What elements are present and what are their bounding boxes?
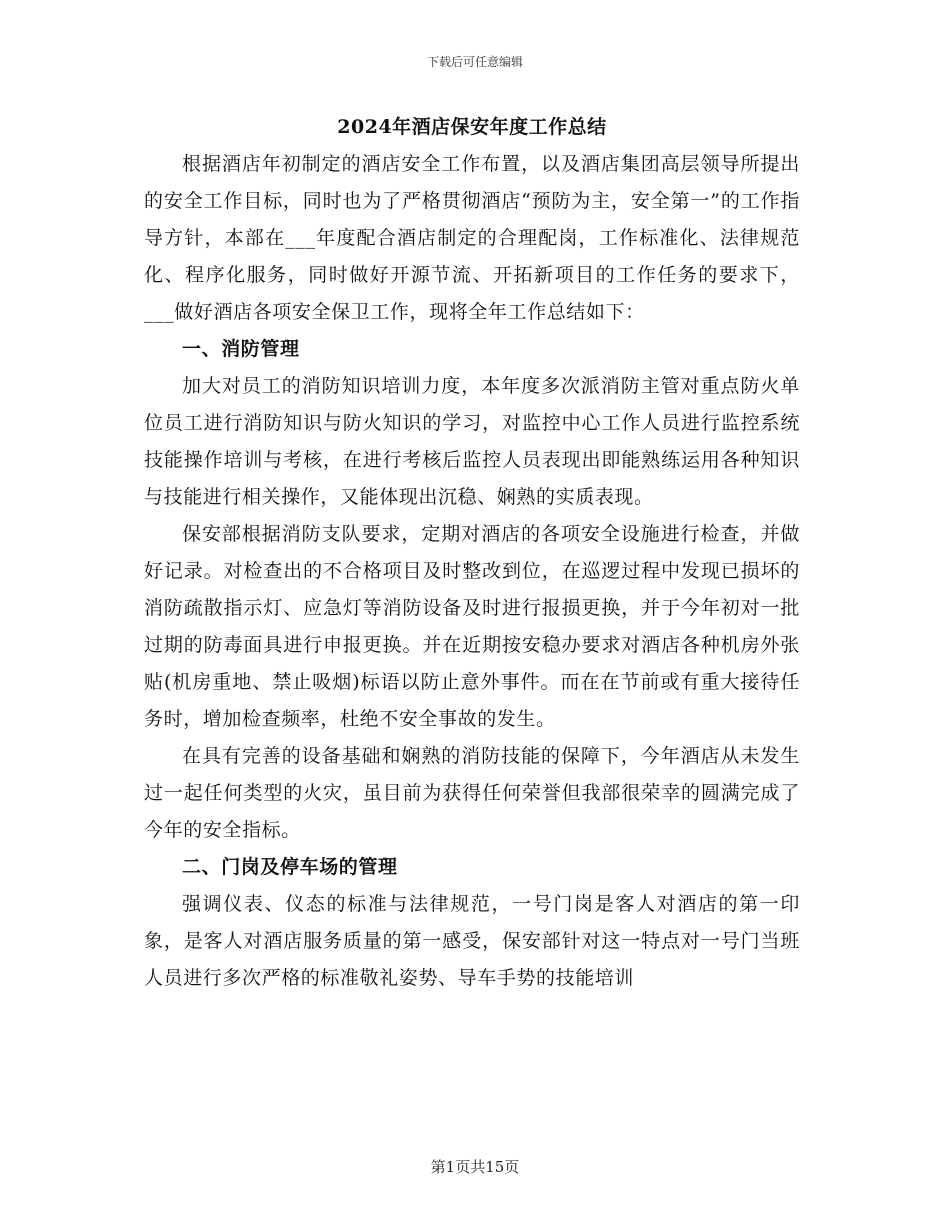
section-fire-management [144,331,800,849]
body-paragraph: 加大对员工的消防知识培训力度，本年度多次派消防主管对重点防火单位员工进行消防知识与防火知识的学习，对监控中心工作人员进行监控系统技能操作培训与考核，在进行考核后监控人员表现出即能熟练运用各种知识与技能进行相关操作，又能体现出沉稳、娴熟的实质表现。 [144,375,800,508]
body-paragraph: 强调仪表、仪态的标准与法律规范，一号门岗是客人对酒店的第一印象，是客人对酒店服务质量的第一感受，保安部针对这一特点对一号门当班人员进行多次严格的标准敬礼姿势、导车手势的技能培训 [144,893,800,989]
document-body [144,112,800,997]
section-heading: 二、门岗及停车场的管理 [182,856,398,878]
header-note: 下载后可任意编辑 [426,55,523,69]
section-heading: 一、消防管理 [182,338,300,360]
body-paragraph: 在具有完善的设备基础和娴熟的消防技能的保障下，今年酒店从未发生过一起任何类型的火灾，虽目前为获得任何荣誉但我部很荣幸的圆满完成了今年的安全指标。 [144,745,800,841]
document-title: 2024年酒店保安年度工作总结 [337,116,607,138]
body-paragraph: 保安部根据消防支队要求，定期对酒店的各项安全设施进行检查，并做好记录。对检查出的不合格项目及时整改到位，在巡逻过程中发现已损坏的消防疏散指示灯、应急灯等消防设备及时进行报损更换，并于今年初对一批过期的防毒面具进行申报更换。并在近期按安稳办要求对酒店各种机房外张贴(机房重地、禁止吸烟)标语以防止意外事件。而在在节前或有重大接待任务时，增加检查频率，杜绝不安全事故的发生。 [144,523,800,730]
section-gate-parking-management [144,849,800,997]
page-indicator: 第1页共15页 [430,1158,520,1176]
intro-paragraph: 根据酒店年初制定的酒店安全工作布置，以及酒店集团高层领导所提出的安全工作目标，同时也为了严格贯彻酒店“预防为主，安全第一”的工作指导方针，本部在___年度配合酒店制定的合理配岗，工作标准化、法律规范化、程序化服务，同时做好开源节流、开拓新项目的工作任务的要求下，___做好酒店各项安全保卫工作，现将全年工作总结如下： [144,153,800,323]
